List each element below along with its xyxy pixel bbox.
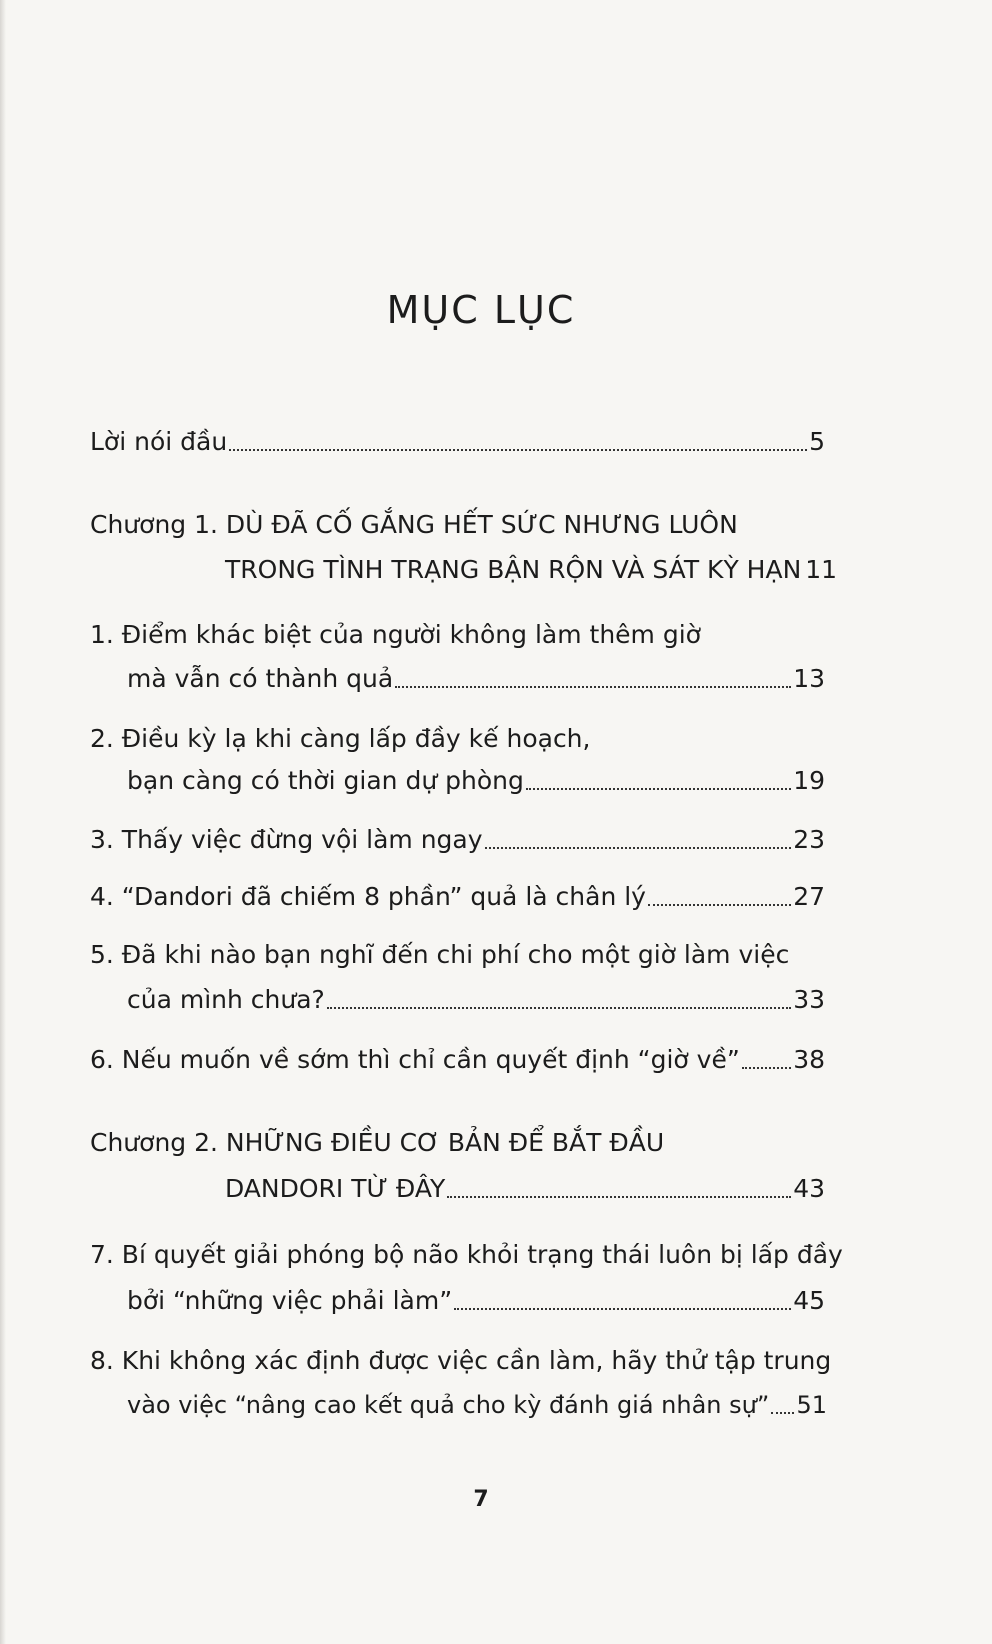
toc-page-number: 13 bbox=[793, 664, 825, 693]
toc-section-7-line1: 7. Bí quyết giải phóng bộ não khỏi trạng thái luôn bị lấp đầy bbox=[90, 1240, 843, 1269]
toc-page-number: 43 bbox=[793, 1174, 825, 1203]
toc-entry-section-6[interactable] bbox=[90, 1045, 825, 1075]
dot-leader bbox=[526, 788, 791, 790]
toc-page-number: 45 bbox=[793, 1286, 825, 1315]
toc-entry-chapter-1[interactable] bbox=[225, 555, 838, 585]
toc-page-number: 11 bbox=[805, 555, 838, 584]
toc-entry-section-7[interactable] bbox=[127, 1286, 825, 1316]
toc-entry-label: mà vẫn có thành quả bbox=[127, 664, 394, 693]
toc-chapter-2-line1: Chương 2. NHỮNG ĐIỀU CƠ BẢN ĐỂ BẮT ĐẦU bbox=[90, 1128, 665, 1157]
toc-entry-label: của mình chưa? bbox=[127, 985, 325, 1014]
toc-entry-label: 3. Thấy việc đừng vội làm ngay bbox=[90, 825, 483, 854]
toc-entry-preface[interactable] bbox=[90, 427, 825, 457]
toc-page-number: 33 bbox=[793, 985, 825, 1014]
toc-entry-section-8[interactable] bbox=[127, 1390, 827, 1420]
toc-page-number: 38 bbox=[793, 1045, 825, 1074]
toc-entry-chapter-2[interactable] bbox=[225, 1174, 825, 1204]
toc-page-number: 5 bbox=[809, 427, 825, 456]
toc-section-5-line1: 5. Đã khi nào bạn nghĩ đến chi phí cho một giờ làm việc bbox=[90, 940, 790, 969]
toc-entry-label: bởi “những việc phải làm” bbox=[127, 1286, 453, 1315]
toc-entry-label: 6. Nếu muốn về sớm thì chỉ cần quyết định “giờ về” bbox=[90, 1045, 740, 1074]
toc-chapter-1-line1: Chương 1. DÙ ĐÃ CỐ GẮNG HẾT SỨC NHƯNG LUÔN bbox=[90, 510, 738, 539]
toc-entry-section-2[interactable] bbox=[127, 766, 825, 796]
toc-section-2-line1: 2. Điều kỳ lạ khi càng lấp đầy kế hoạch, bbox=[90, 724, 591, 753]
toc-entry-label: 4. “Dandori đã chiếm 8 phần” quả là chân lý bbox=[90, 882, 646, 911]
toc-section-1-line1: 1. Điểm khác biệt của người không làm thêm giờ bbox=[90, 620, 701, 649]
page-title: MỤC LỤC bbox=[386, 288, 576, 332]
page-edge-shadow bbox=[0, 0, 6, 1644]
toc-entry-label: bạn càng có thời gian dự phòng bbox=[127, 766, 524, 795]
toc-entry-label: TRONG TÌNH TRẠNG BẬN RỘN VÀ SÁT KỲ HẠN bbox=[225, 555, 802, 584]
dot-leader bbox=[395, 686, 791, 688]
toc-entry-section-1[interactable] bbox=[127, 664, 825, 694]
toc-entry-label: vào việc “nâng cao kết quả cho kỳ đánh giá nhân sự” bbox=[127, 1391, 770, 1419]
dot-leader bbox=[229, 449, 807, 451]
toc-page-number: 27 bbox=[793, 882, 825, 911]
toc-section-8-line1: 8. Khi không xác định được việc cần làm, hãy thử tập trung bbox=[90, 1346, 832, 1375]
dot-leader bbox=[447, 1196, 791, 1198]
toc-entry-section-5[interactable] bbox=[127, 985, 825, 1015]
dot-leader bbox=[485, 847, 792, 849]
dot-leader bbox=[742, 1067, 791, 1069]
toc-entry-label: DANDORI TỪ ĐÂY bbox=[225, 1174, 446, 1203]
dot-leader bbox=[327, 1007, 791, 1009]
page-number: 7 bbox=[473, 1487, 489, 1512]
toc-page-number: 19 bbox=[793, 766, 825, 795]
dot-leader bbox=[648, 904, 791, 906]
toc-entry-section-3[interactable] bbox=[90, 825, 825, 855]
dot-leader bbox=[454, 1308, 791, 1310]
toc-entry-label: Lời nói đầu bbox=[90, 427, 228, 456]
dot-leader bbox=[771, 1412, 794, 1414]
toc-entry-section-4[interactable] bbox=[90, 882, 825, 912]
toc-page-number: 23 bbox=[793, 825, 825, 854]
toc-page-number: 51 bbox=[796, 1391, 827, 1419]
